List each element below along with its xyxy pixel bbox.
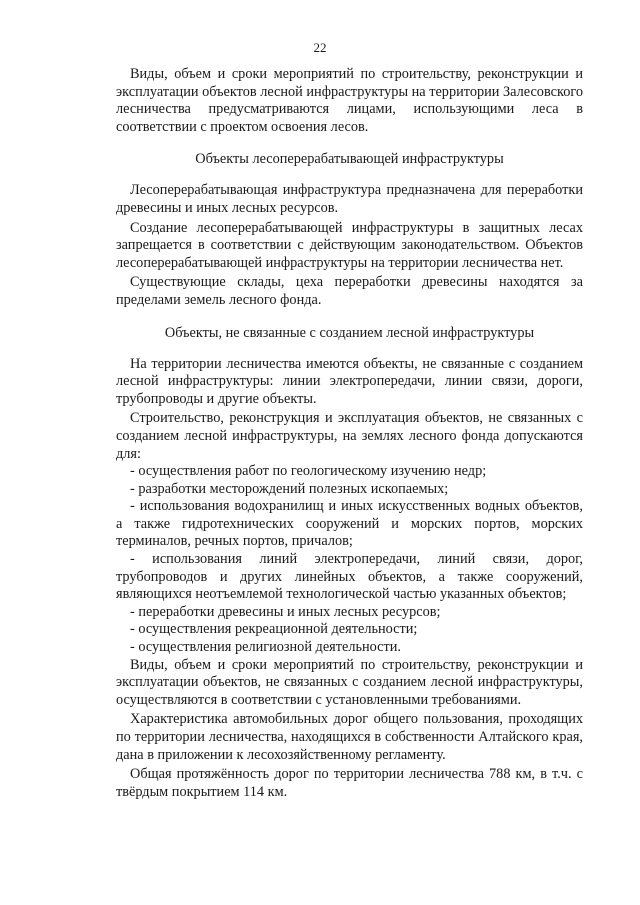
list-item-religion: - осуществления религиозной деятельности.	[130, 639, 401, 656]
section-heading-processing: Объекты лесоперерабатывающей инфраструктуры	[195, 151, 504, 168]
section-heading-non-infrastructure: Объекты, не связанные с созданием лесной инфраструктуры	[164, 324, 535, 341]
document-body	[116, 66, 583, 801]
list-item-geology: - осуществления работ по геологическому изучению недр;	[130, 463, 487, 480]
paragraph-processing-purpose: Лесоперерабатывающая инфраструктура предназначена для переработки древесины и иных лесных ресурсов.	[116, 182, 583, 216]
list-item-wood-processing: - переработки древесины и иных лесных ресурсов;	[130, 603, 441, 620]
list-item-linear-objects: - использования линий электропередачи, линий связи, дорог, трубопроводов и других линейных объектов, а также сооружений, являющихся неотъемлемой технологической частью указанных объектов;	[116, 551, 583, 603]
page-number: 22	[313, 40, 327, 55]
paragraph-allowed-for: Строительство, реконструкция и эксплуатация объектов, не связанных с созданием лесной инфраструктуры, на землях лесного фонда допускаются для:	[116, 410, 583, 462]
paragraph-roads-characteristics: Характеристика автомобильных дорог общего пользования, проходящих по территории лесничества, находящихся в собственности Алтайского края, дана в приложении к лесохозяйственному регламенту.	[116, 711, 583, 763]
paragraph-existing-objects: На территории лесничества имеются объекты, не связанные с созданием лесной инфраструктуры: линии электропередачи, линии связи, дороги, трубопроводы и другие объекты.	[116, 355, 583, 407]
paragraph-processing-warehouses: Существующие склады, цеха переработки древесины находятся за пределами земель лесного фонда.	[116, 274, 583, 308]
list-item-recreation: - осуществления рекреационной деятельности;	[130, 621, 418, 638]
paragraph-requirements: Виды, объем и сроки мероприятий по строительству, реконструкции и эксплуатации объектов, не связанных с созданием лесной инфраструктуры, осуществляются в соответствии с установленными требованиями.	[116, 656, 583, 708]
paragraph-roads-length: Общая протяжённость дорог по территории лесничества 788 км, в т.ч. с твёрдым покрытием 114 км.	[116, 766, 583, 800]
list-item-mining: - разработки месторождений полезных ископаемых;	[130, 480, 449, 497]
paragraph-processing-prohibition: Создание лесоперерабатывающей инфраструктуры в защитных лесах запрещается в соответствии с действующим законодательством. Объектов лесоперерабатывающей инфраструктуры на территории лесничества нет.	[116, 219, 583, 271]
paragraph-intro: Виды, объем и сроки мероприятий по строительству, реконструкции и эксплуатации объектов лесной инфраструктуры на территории Залесовского лесничества предусматриваются лицами, использующими леса в соответствии с проектом освоения лесов.	[116, 66, 583, 135]
list-item-water: - использования водохранилищ и иных искусственных водных объектов, а также гидротехнических сооружений и морских портов, морских терминалов, речных портов, причалов;	[116, 498, 583, 550]
